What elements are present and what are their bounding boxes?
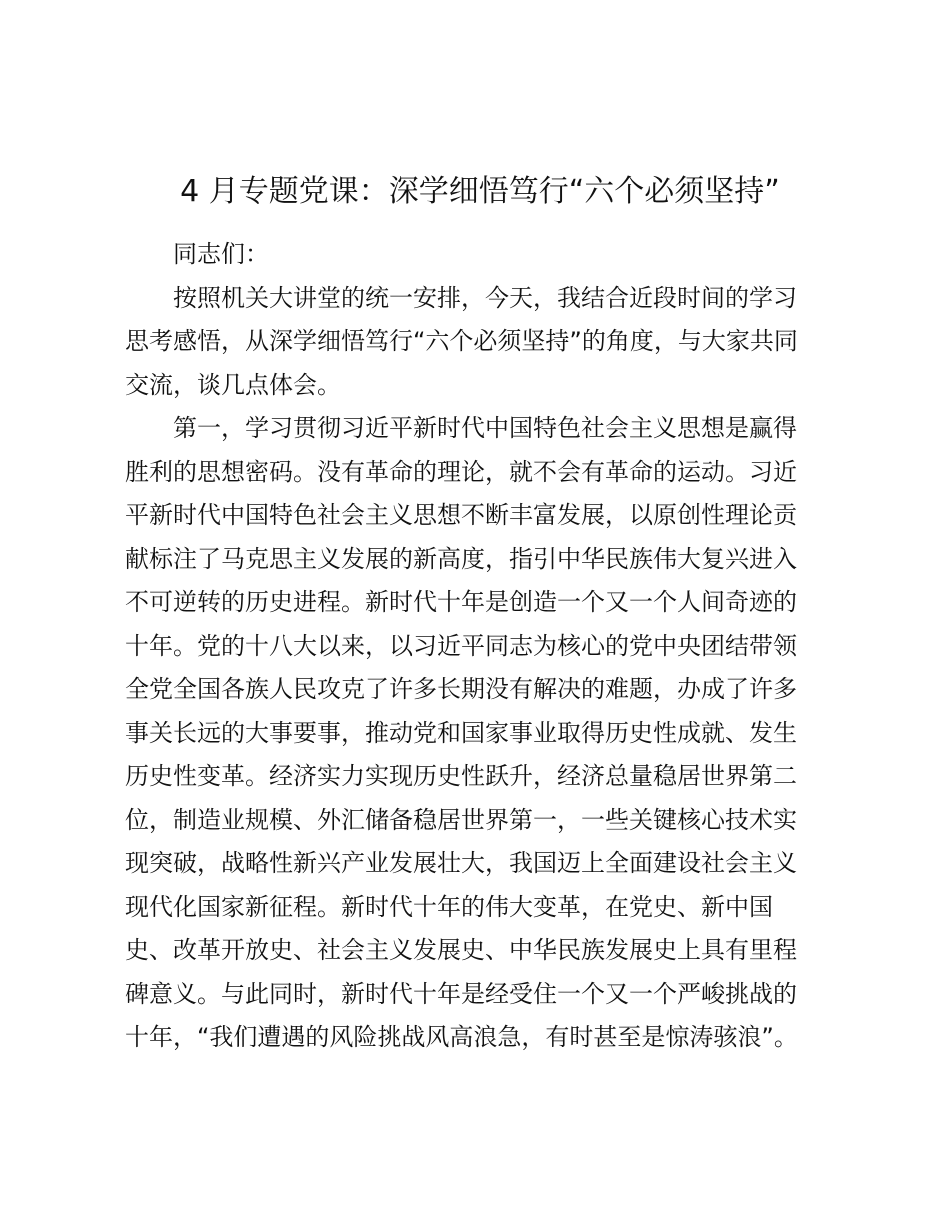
paragraph-line: 胜利的思想密码。没有革命的理论，就不会有革命的运动。习近 [125, 457, 797, 486]
paragraph-line: 不可逆转的历史进程。新时代十年是创造一个又一个人间奇迹的 [125, 588, 797, 616]
paragraph-line: 十年，“我们遭遇的风险挑战风高浪急，有时甚至是惊涛骇浪”。 [125, 1023, 798, 1051]
paragraph-line: 现代化国家新征程。新时代十年的伟大变革，在党史、新中国 [125, 892, 773, 921]
paragraph-2 [125, 407, 820, 1060]
document-title: 4 月专题党课：深学细悟笃行“六个必须坚持” [180, 174, 780, 209]
paragraph-line: 位，制造业规模、外汇储备稳居世界第一，一些关键核心技术实 [125, 805, 797, 834]
paragraph-line: 交流，谈几点体会。 [125, 370, 341, 399]
paragraph-line: 思考感悟，从深学细悟笃行“六个必须坚持”的角度，与大家共同 [125, 327, 798, 355]
paragraph-line: 碑意义。与此同时，新时代十年是经受住一个又一个严峻挑战的 [125, 979, 797, 1008]
paragraph-line: 按照机关大讲堂的统一安排，今天，我结合近段时间的学习 [173, 283, 797, 312]
paragraph-line: 第一，学习贯彻习近平新时代中国特色社会主义思想是赢得 [173, 414, 797, 442]
greeting: 同志们： [173, 240, 269, 268]
paragraph-line: 事关长远的大事要事，推动党和国家事业取得历史性成就、发生 [125, 718, 797, 747]
paragraph-1 [125, 277, 820, 408]
paragraph-line: 史、改革开放史、社会主义发展史、中华民族发展史上具有里程 [125, 936, 797, 964]
paragraph-line: 十年。党的十八大以来，以习近平同志为核心的党中央团结带领 [125, 631, 797, 660]
paragraph-line: 现突破，战略性新兴产业发展壮大，我国迈上全面建设社会主义 [125, 849, 797, 877]
paragraph-line: 平新时代中国特色社会主义思想不断丰富发展，以原创性理论贡 [125, 501, 797, 529]
paragraph-line: 历史性变革。经济实力实现历史性跃升，经济总量稳居世界第二 [125, 762, 797, 790]
document-body [125, 233, 820, 1060]
paragraph-line: 全党全国各族人民攻克了许多长期没有解决的难题，办成了许多 [125, 675, 797, 703]
paragraph-line: 献标注了马克思主义发展的新高度，指引中华民族伟大复兴进入 [125, 544, 797, 573]
